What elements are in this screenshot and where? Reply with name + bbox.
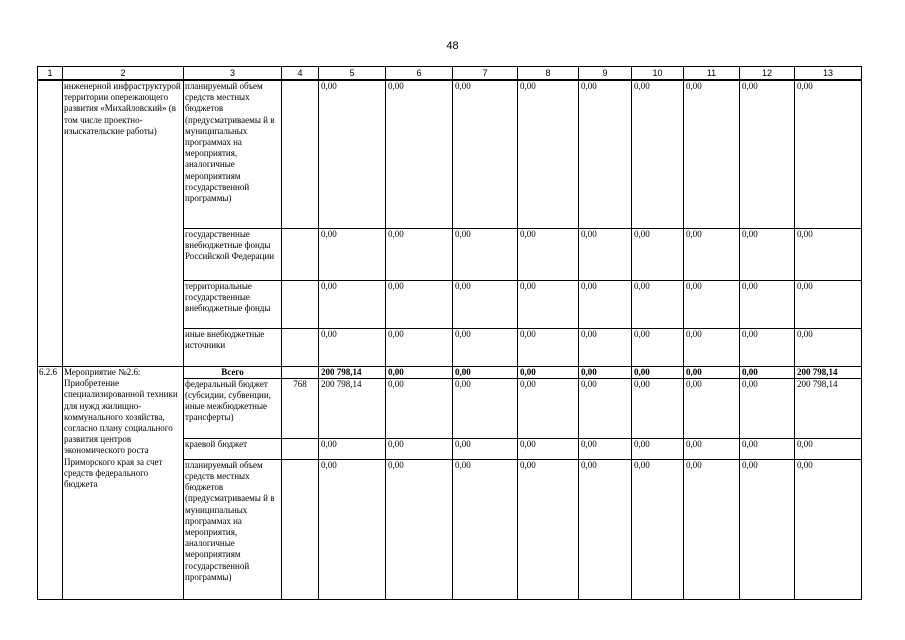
column-header: 12 xyxy=(740,67,795,81)
funding-source-cell: краевой бюджет xyxy=(184,438,282,459)
funding-source-cell: планируемый объем средств местных бюджетов (предусматриваемы й в муниципальных программах на мероприятия, аналогичные мероприятиям государственной программы) xyxy=(184,80,282,228)
funding-source-cell: государственные внебюджетные фонды Российской Федерации xyxy=(184,228,282,280)
value-cell: 0,00 xyxy=(684,280,740,328)
value-cell: 0,00 xyxy=(795,328,862,366)
value-cell: 0,00 xyxy=(518,228,579,280)
funding-source-cell: планируемый объем средств местных бюджетов (предусматриваемы й в муниципальных программах на мероприятия, аналогичные мероприятиям государственной программы) xyxy=(184,459,282,599)
value-cell: 0,00 xyxy=(579,438,632,459)
funding-source-cell: федеральный бюджет (субсидии, субвенции, иные межбюджетные трансферты) xyxy=(184,378,282,438)
value-cell: 0,00 xyxy=(632,280,684,328)
value-cell: 0,00 xyxy=(795,459,862,599)
code-cell xyxy=(282,459,319,599)
row-number-cell xyxy=(38,80,63,366)
funding-source-cell: иные внебюджетные источники xyxy=(184,328,282,366)
value-cell: 0,00 xyxy=(632,228,684,280)
value-cell: 0,00 xyxy=(632,366,684,378)
value-cell: 0,00 xyxy=(319,80,386,228)
value-cell: 0,00 xyxy=(740,328,795,366)
value-cell: 0,00 xyxy=(684,228,740,280)
value-cell: 0,00 xyxy=(632,80,684,228)
value-cell: 0,00 xyxy=(453,328,518,366)
value-cell: 200 798,14 xyxy=(319,366,386,378)
column-header: 13 xyxy=(795,67,862,81)
value-cell: 0,00 xyxy=(453,228,518,280)
value-cell: 0,00 xyxy=(579,378,632,438)
value-cell: 200 798,14 xyxy=(795,366,862,378)
value-cell: 0,00 xyxy=(579,280,632,328)
value-cell: 0,00 xyxy=(740,228,795,280)
value-cell: 0,00 xyxy=(518,280,579,328)
column-header: 11 xyxy=(684,67,740,81)
value-cell: 0,00 xyxy=(518,328,579,366)
value-cell: 0,00 xyxy=(518,459,579,599)
value-cell: 0,00 xyxy=(579,459,632,599)
value-cell: 0,00 xyxy=(632,459,684,599)
value-cell: 0,00 xyxy=(740,280,795,328)
value-cell: 0,00 xyxy=(684,459,740,599)
value-cell: 0,00 xyxy=(795,280,862,328)
column-header: 8 xyxy=(518,67,579,81)
column-header: 10 xyxy=(632,67,684,81)
activity-name-cell: инженерной инфраструктурой территории опережающего развития «Михайловский» (в том числе проектно-изыскательские работы) xyxy=(63,80,184,366)
value-cell: 0,00 xyxy=(579,366,632,378)
value-cell: 0,00 xyxy=(632,378,684,438)
value-cell: 0,00 xyxy=(319,459,386,599)
value-cell: 0,00 xyxy=(319,438,386,459)
column-number-header-row xyxy=(38,67,862,81)
value-cell: 0,00 xyxy=(740,378,795,438)
code-cell xyxy=(282,438,319,459)
value-cell: 0,00 xyxy=(518,366,579,378)
value-cell: 0,00 xyxy=(386,228,453,280)
code-cell xyxy=(282,366,319,378)
column-header: 7 xyxy=(453,67,518,81)
value-cell: 0,00 xyxy=(319,328,386,366)
value-cell: 0,00 xyxy=(453,366,518,378)
table-row xyxy=(38,378,862,438)
row-number-cell: 6.2.6 xyxy=(38,366,63,599)
value-cell: 0,00 xyxy=(579,80,632,228)
value-cell: 0,00 xyxy=(453,80,518,228)
code-cell: 768 xyxy=(282,378,319,438)
value-cell: 0,00 xyxy=(453,459,518,599)
column-header: 6 xyxy=(386,67,453,81)
value-cell: 0,00 xyxy=(453,280,518,328)
column-header: 1 xyxy=(38,67,63,81)
value-cell: 0,00 xyxy=(579,228,632,280)
funding-source-cell: Всего xyxy=(184,366,282,378)
value-cell: 0,00 xyxy=(740,459,795,599)
value-cell: 0,00 xyxy=(740,80,795,228)
value-cell: 0,00 xyxy=(740,438,795,459)
value-cell: 0,00 xyxy=(386,280,453,328)
value-cell: 0,00 xyxy=(684,366,740,378)
value-cell: 0,00 xyxy=(518,80,579,228)
value-cell: 0,00 xyxy=(386,366,453,378)
value-cell: 0,00 xyxy=(632,328,684,366)
value-cell: 0,00 xyxy=(795,228,862,280)
value-cell: 0,00 xyxy=(386,328,453,366)
value-cell: 200 798,14 xyxy=(319,378,386,438)
value-cell: 0,00 xyxy=(684,328,740,366)
column-header: 5 xyxy=(319,67,386,81)
code-cell xyxy=(282,328,319,366)
column-header: 9 xyxy=(579,67,632,81)
column-header: 3 xyxy=(184,67,282,81)
value-cell: 0,00 xyxy=(386,378,453,438)
value-cell: 200 798,14 xyxy=(795,378,862,438)
code-cell xyxy=(282,228,319,280)
table-row xyxy=(38,80,862,228)
value-cell: 0,00 xyxy=(740,366,795,378)
total-row xyxy=(38,366,862,378)
value-cell: 0,00 xyxy=(386,438,453,459)
value-cell: 0,00 xyxy=(632,438,684,459)
budget-table xyxy=(37,66,862,600)
code-cell xyxy=(282,280,319,328)
funding-source-cell: территориальные государственные внебюджетные фонды xyxy=(184,280,282,328)
code-cell xyxy=(282,80,319,228)
value-cell: 0,00 xyxy=(319,280,386,328)
value-cell: 0,00 xyxy=(684,378,740,438)
value-cell: 0,00 xyxy=(518,378,579,438)
value-cell: 0,00 xyxy=(795,80,862,228)
activity-title-cell: Мероприятие №2.6: xyxy=(63,366,184,378)
value-cell: 0,00 xyxy=(386,459,453,599)
value-cell: 0,00 xyxy=(453,438,518,459)
value-cell: 0,00 xyxy=(684,80,740,228)
value-cell: 0,00 xyxy=(684,438,740,459)
page-number: 48 xyxy=(446,40,459,52)
value-cell: 0,00 xyxy=(795,438,862,459)
value-cell: 0,00 xyxy=(319,228,386,280)
value-cell: 0,00 xyxy=(386,80,453,228)
column-header: 2 xyxy=(63,67,184,81)
value-cell: 0,00 xyxy=(453,378,518,438)
value-cell: 0,00 xyxy=(518,438,579,459)
activity-name-cell: Приобретение специализированной техники для нужд жилищно-коммунального хозяйства, согласно плану социального развития центров экономического роста Приморского края за счет средств федерального бюджета xyxy=(63,378,184,599)
column-header: 4 xyxy=(282,67,319,81)
value-cell: 0,00 xyxy=(579,328,632,366)
